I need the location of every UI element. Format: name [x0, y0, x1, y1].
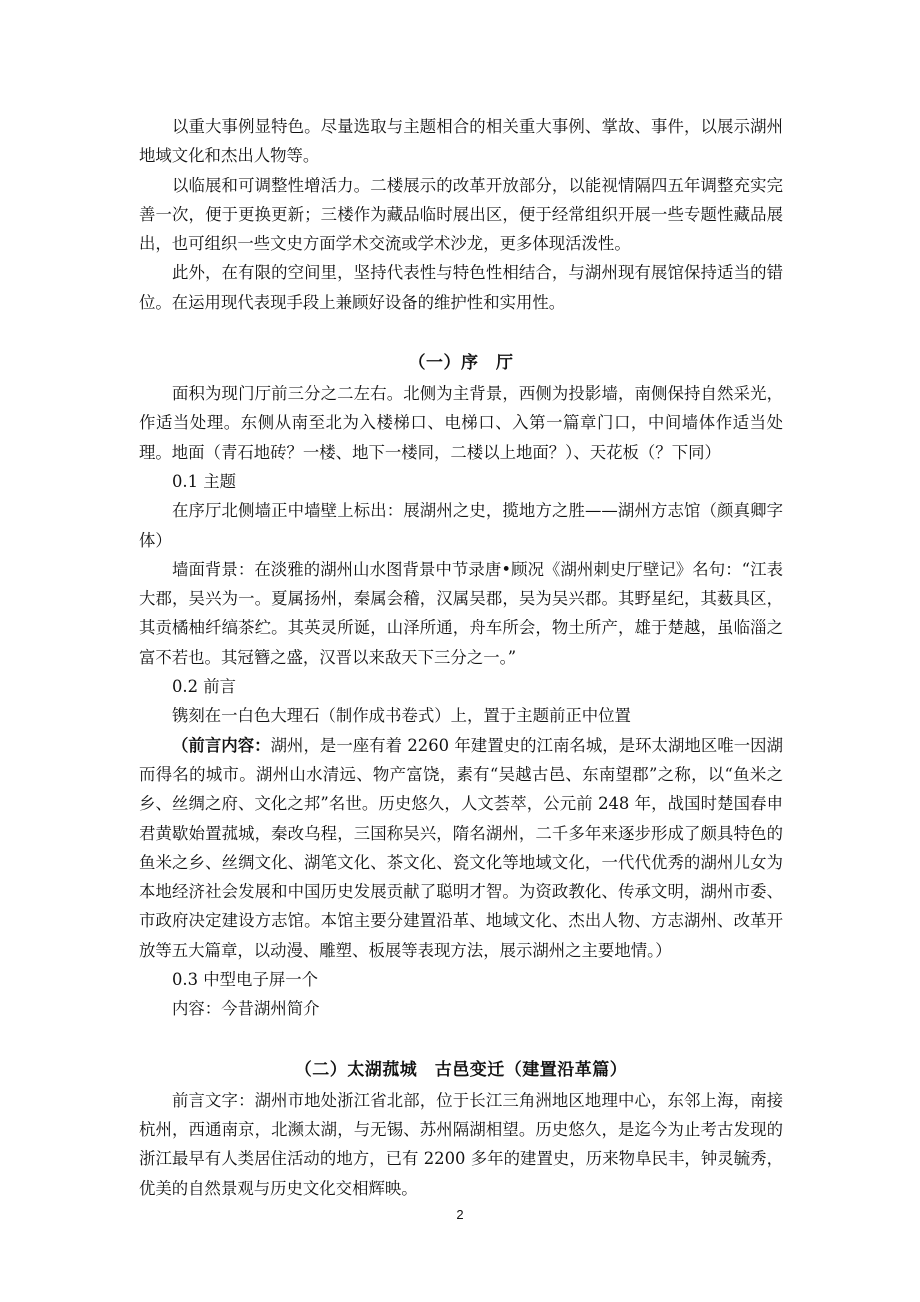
item-theme-label: 0.1 主题 [172, 471, 237, 491]
history-intro: 前言文字：湖州市地处浙江省北部，位于长江三角洲地区地理中心，东邻上海，南接杭州，西通南京，北濒太湖，与无锡、苏州隔湖相望。历史悠久，是迄今为止考古发现的浙江最早有人类居住活动的地方，已有 2200 多年的建置史，历来物阜民丰，钟灵毓秀，优美的自然景观与历史文化交相辉映。 [139, 1090, 783, 1198]
preface-content [139, 731, 783, 965]
item-theme-text: 在序厅北侧墙正中墙壁上标出：展湖州之史，揽地方之胜——湖州方志馆（颜真卿字体） [139, 501, 783, 550]
item-preface-label: 0.2 前言 [172, 677, 237, 697]
item-screen-text: 内容：今昔湖州简介 [172, 999, 320, 1019]
section-heading-lobby: （一）序 厅 [408, 353, 514, 374]
page-content [139, 112, 783, 1203]
paragraph-major-events: 以重大事例显特色。尽量选取与主题相合的相关重大事例、掌故、事件，以展示湖州地域文化和杰出人物等。 [139, 117, 783, 166]
item-theme-background: 墙面背景：在淡雅的湖州山水图背景中节录唐•顾况《湖州刺史厅壁记》名句：“江表大郡，吴兴为一。夏属扬州，秦属会稽，汉属吴郡，吴为吴兴郡。其野星纪，其薮具区，其贡橘柚纤缟茶纻。其英灵所诞，山泽所通，舟车所会，物土所产，雄于楚越，虽临淄之富不若也。其冠簪之盛，汉晋以来敌天下三分之一。” [139, 559, 783, 667]
item-preface-text: 镌刻在一白色大理石（制作成书卷式）上，置于主题前正中位置 [172, 706, 631, 726]
page-number: 2 [456, 1207, 464, 1222]
lobby-intro: 面积为现门厅前三分之二左右。北侧为主背景，西侧为投影墙，南侧保持自然采光，作适当处理。东侧从南至北为入楼梯口、电梯口、入第一篇章门口，中间墙体作适当处理。地面（青石地砖？一楼、地下一楼同，二楼以上地面？）、天花板（？下同） [139, 384, 783, 462]
preface-content-text: 湖州，是一座有着 2260 年建置史的江南名城，是环太湖地区唯一因湖而得名的城市。湖州山水清远、物产富饶，素有“吴越古邑、东南望郡”之称，以“鱼米之乡、丝绸之府、文化之邦”名世。历史悠久，人文荟萃，公元前 248 年，战国时楚国春申君黄歇始置菰城，秦改乌程，三国称吴兴，隋名湖州，二千多年来逐步形成了颇具特色的鱼米之乡、丝绸文化、湖笔文化、茶文化、瓷文化等地域文化，一代代优秀的湖州儿女为本地经济社会发展和中国历史发展贡献了聪明才智。为资政教化、传承文明，湖州市委、市政府决定建设方志馆。本馆主要分建置沿革、地域文化、杰出人物、方志湖州、改革开放等五大篇章，以动漫、雕塑、板展等表现方法，展示湖州之主要地情。） [139, 735, 784, 960]
preface-content-label: （前言内容： [172, 735, 271, 755]
section-heading-history: （二）太湖菰城 古邑变迁（建置沿革篇） [294, 1059, 628, 1080]
item-screen-label: 0.3 中型电子屏一个 [172, 970, 319, 990]
paragraph-positioning: 此外，在有限的空间里，坚持代表性与特色性相结合，与湖州现有展馆保持适当的错位。在运用现代表现手段上兼顾好设备的维护性和实用性。 [139, 263, 783, 312]
paragraph-temporary-exhibits: 以临展和可调整性增活力。二楼展示的改革开放部分，以能视情隔四五年调整充实完善一次，便于更换更新；三楼作为藏品临时展出区，便于经常组织开展一些专题性藏品展出，也可组织一些文史方面学术交流或学术沙龙，更多体现活泼性。 [139, 175, 783, 254]
